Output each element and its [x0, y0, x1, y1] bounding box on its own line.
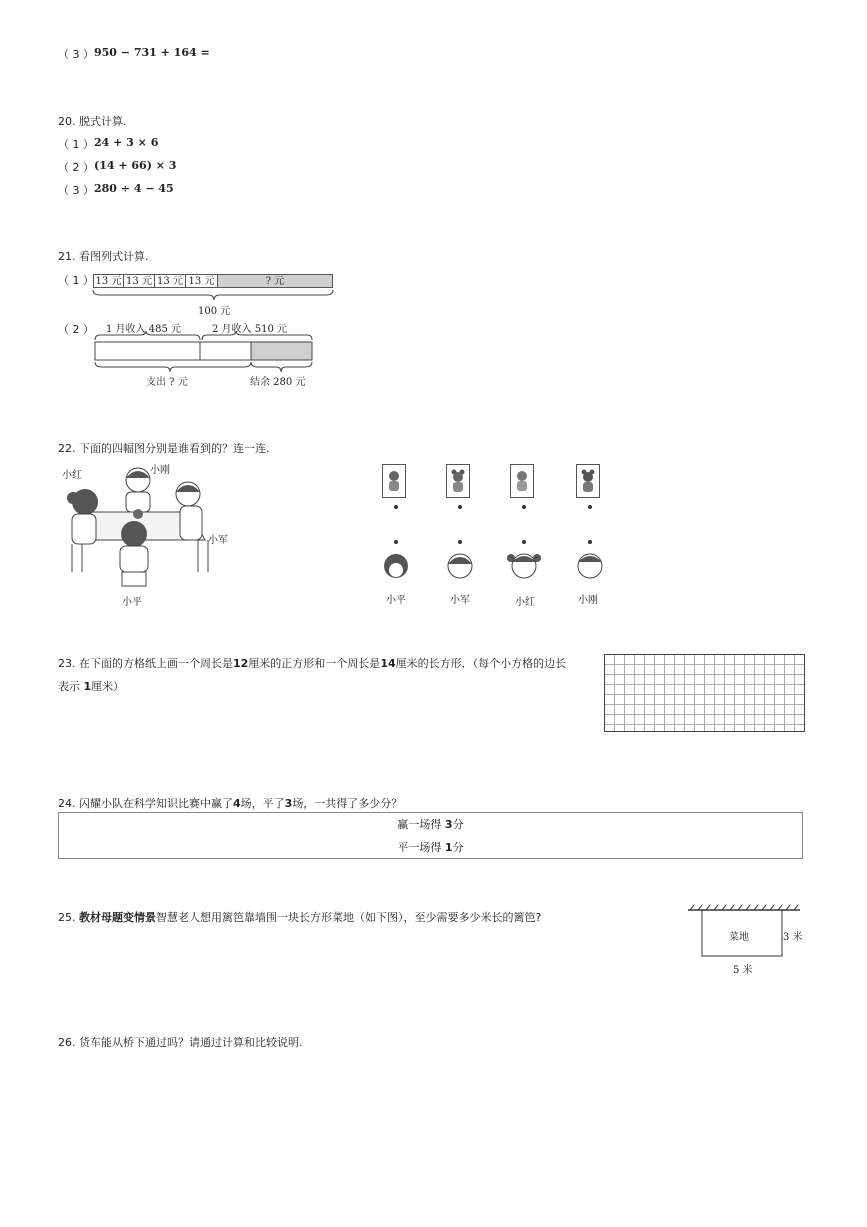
scene-label-xiaoping: 小平: [122, 597, 142, 608]
q21-part2-feb-label: 2 月收入 510 元: [212, 324, 287, 335]
q23-text-c: 厘米的长方形．（每个小方格的边长: [395, 657, 567, 670]
view-card-3: [510, 464, 534, 498]
grid-paper[interactable]: [604, 654, 805, 732]
q25-side-length: 3 米: [783, 932, 803, 943]
q23-text-d: 表示: [58, 680, 84, 693]
q25-bottom-length: 5 米: [733, 965, 753, 976]
q25-tag: 教材母题变情景: [79, 911, 156, 924]
q21-title: 21. 看图列式计算.: [58, 250, 149, 263]
q24-question: [58, 795, 402, 811]
q23-perimeter-rect: 14: [380, 657, 396, 670]
connect-dot-kid-4[interactable]: [588, 540, 592, 544]
q19-number: （ 3 ）: [58, 48, 94, 61]
connect-dot-view-4[interactable]: [588, 505, 592, 509]
view-card-2: [446, 464, 470, 498]
connect-dot-kid-1[interactable]: [394, 540, 398, 544]
scene-label-xiaojun: 小军: [208, 535, 228, 546]
q25-field-label: 菜地: [729, 932, 749, 943]
q23-question-line1: [58, 655, 566, 671]
q24-row-win: 赢一场得 3分: [397, 818, 464, 831]
q21-cell-4: 13 元: [185, 274, 218, 288]
q21-part2-jan-label: 1 月收入 485 元: [106, 324, 181, 335]
q21-cell-3: 13 元: [154, 274, 186, 288]
q20-item-2-number: （ 2 ）: [58, 161, 94, 174]
q21-part1-number: （ 1 ）: [58, 274, 94, 287]
connect-dot-kid-3[interactable]: [522, 540, 526, 544]
q23-text-a: 23. 在下面的方格纸上画一个周长是: [58, 657, 233, 670]
q24-text-b: 场，平了: [240, 797, 285, 810]
q20-item-1-number: （ 1 ）: [58, 138, 94, 151]
q21-cell-2: 13 元: [123, 274, 155, 288]
q25-number: 25.: [58, 911, 79, 924]
q23-text-e: 厘米）: [91, 680, 125, 693]
kid-label-2: 小军: [450, 595, 470, 606]
q24-text-c: 场，一共得了多少分？: [292, 797, 403, 810]
bear-back-icon: [577, 465, 599, 497]
q25-question: [58, 909, 541, 925]
doll-back-icon: [383, 465, 405, 497]
q23-perimeter-square: 12: [233, 657, 249, 670]
q23-text-b: 厘米的正方形和一个周长是: [248, 657, 381, 670]
q20-item-2-expression: (14 + 66) × 3: [94, 159, 177, 172]
q23-question-line2: [58, 678, 124, 694]
connect-dot-view-3[interactable]: [522, 505, 526, 509]
bear-front-icon: [447, 465, 469, 497]
connect-dot-view-2[interactable]: [458, 505, 462, 509]
kid-label-3: 小红: [515, 597, 535, 608]
connect-dot-view-1[interactable]: [394, 505, 398, 509]
kids-heads-illustration: [380, 546, 610, 584]
connect-dot-kid-2[interactable]: [458, 540, 462, 544]
q24-wins: 4: [233, 797, 241, 810]
q21-part2-number: （ 2 ）: [58, 323, 94, 336]
q21-part2-spend-label: 支出 ? 元: [146, 377, 188, 388]
q20-item-3-number: （ 3 ）: [58, 184, 94, 197]
scene-label-xiaogang: 小刚: [150, 465, 170, 476]
q24-score-table: [58, 812, 803, 859]
view-card-4: [576, 464, 600, 498]
q19-expression: 950 − 731 + 164 =: [94, 46, 210, 59]
q20-item-3-expression: 280 ÷ 4 − 45: [94, 182, 174, 195]
scene-label-xiaohong: 小红: [62, 470, 82, 481]
kid-label-4: 小刚: [578, 595, 598, 606]
view-card-1: [382, 464, 406, 498]
kids-around-table-illustration: [60, 462, 220, 597]
q21-cell-1: 13 元: [93, 274, 124, 288]
q25-text: 智慧老人想用篱笆靠墙围一块长方形菜地（如下图），至少需要多少米长的篱笆?: [156, 911, 542, 924]
q21-part2-left-label: 结余 280 元: [250, 377, 306, 388]
q20-item-1-expression: 24 + 3 × 6: [94, 136, 159, 149]
kid-label-1: 小平: [386, 595, 406, 606]
q23-unit-value: 1: [83, 680, 92, 693]
q21-unknown-cell: ? 元: [217, 274, 333, 288]
q24-draws: 3: [284, 797, 293, 810]
q21-part1-brace: [90, 288, 338, 302]
q20-title: 20. 脱式计算.: [58, 115, 127, 128]
q24-text-a: 24. 闪耀小队在科学知识比赛中赢了: [58, 797, 233, 810]
q22-title: 22. 下面的四幅图分别是谁看到的？连一连.: [58, 442, 270, 455]
doll-side-icon: [511, 465, 533, 497]
q21-part1-total: 100 元: [198, 306, 231, 317]
q26-title: 26. 货车能从桥下通过吗？请通过计算和比较说明.: [58, 1036, 303, 1049]
q24-row-draw: 平一场得 1分: [397, 841, 464, 854]
